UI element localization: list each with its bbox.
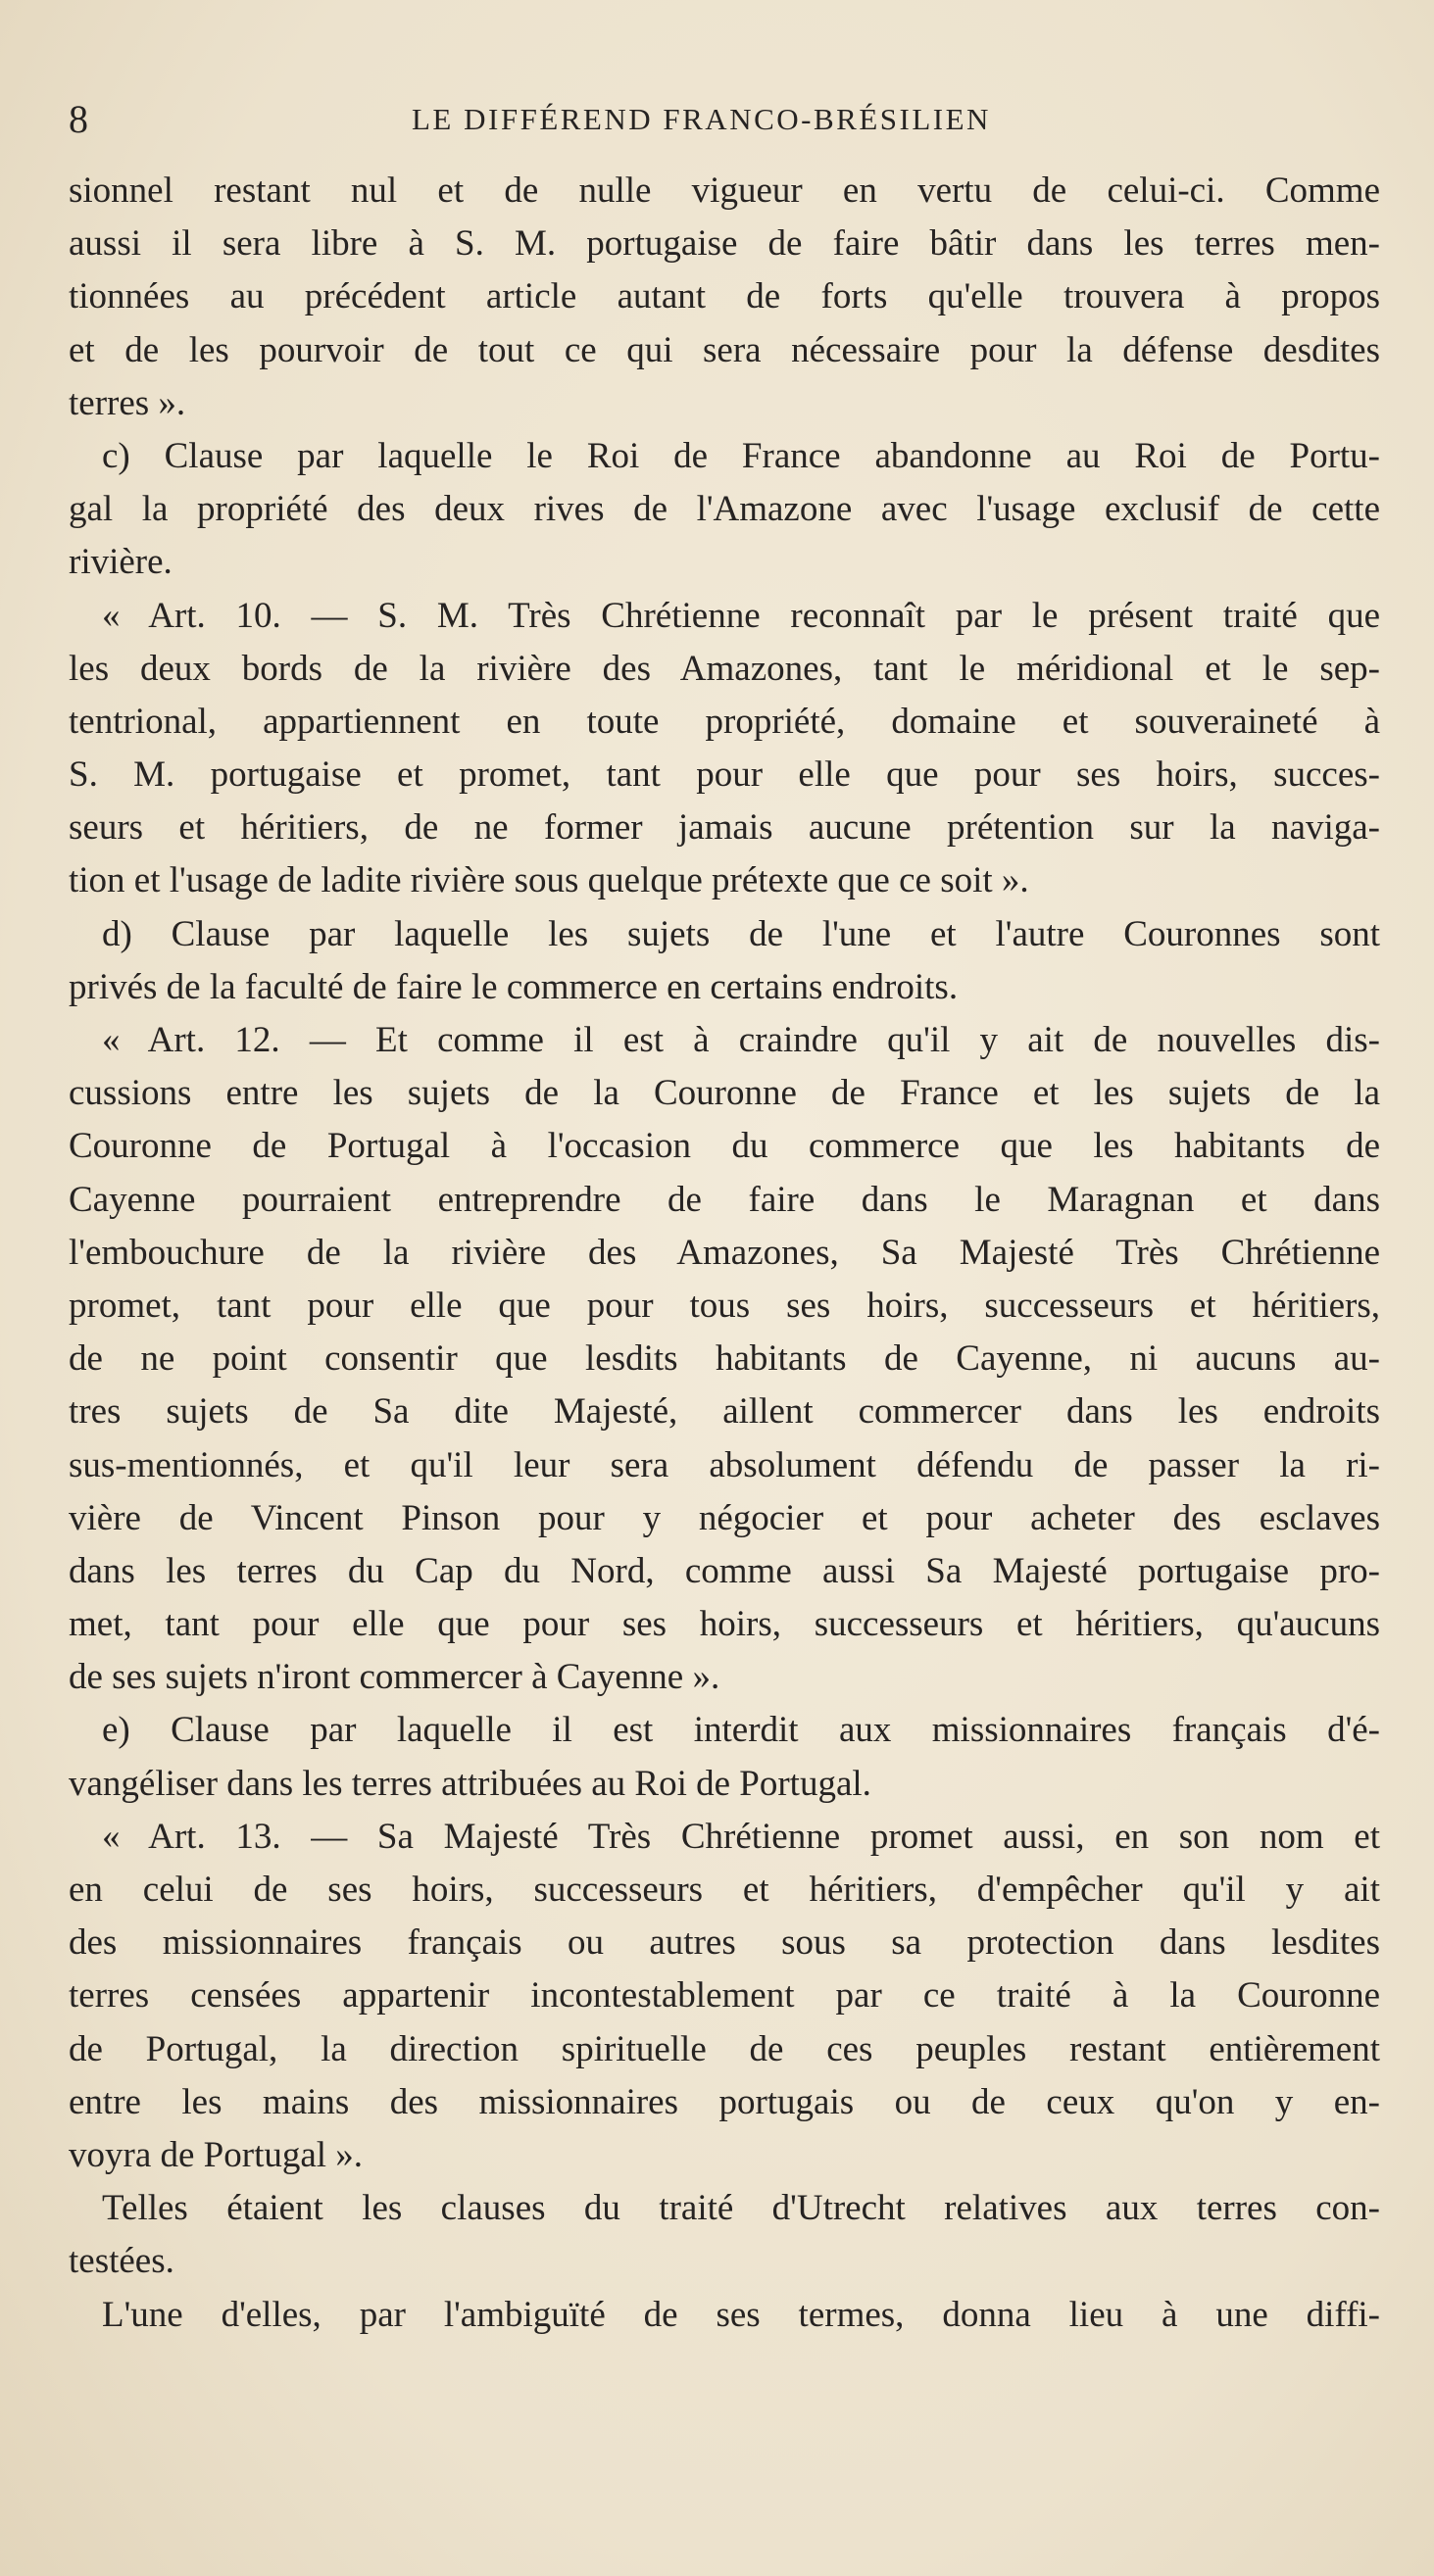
text-line: l'embouchure de la rivière des Amazones, Sa Majesté Très Chrétienne	[69, 1232, 1380, 1273]
running-title: LE DIFFÉREND FRANCO-BRÉSILIEN	[412, 102, 991, 136]
text-line: vière de Vincent Pinson pour y négocier et pour acheter des esclaves	[69, 1497, 1380, 1538]
text-line: de ses sujets n'iront commercer à Cayenne ».	[69, 1657, 720, 1698]
text-line: promet, tant pour elle que pour tous ses hoirs, successeurs et héritiers,	[69, 1285, 1380, 1326]
text-line: de ne point consentir que lesdits habitants de Cayenne, ni aucuns au-	[69, 1338, 1380, 1380]
text-line: c) Clause par laquelle le Roi de France abandonne au Roi de Portu-	[102, 435, 1380, 476]
text-line: rivière.	[69, 542, 173, 583]
text-line: « Art. 10. — S. M. Très Chrétienne reconnaît par le présent traité que	[102, 595, 1380, 636]
page-header	[69, 90, 1382, 149]
text-line: seurs et héritiers, de ne former jamais aucune prétention sur la naviga-	[69, 807, 1380, 849]
text-line: Cayenne pourraient entreprendre de faire dans le Maragnan et dans	[69, 1179, 1380, 1220]
text-line: tentrional, appartiennent en toute propriété, domaine et souveraineté à	[69, 701, 1380, 742]
text-line: des missionnaires français ou autres sous sa protection dans lesdites	[69, 1922, 1380, 1964]
text-line: S. M. portugaise et promet, tant pour elle que pour ses hoirs, succes-	[69, 754, 1380, 796]
text-line: aussi il sera libre à S. M. portugaise de faire bâtir dans les terres men-	[69, 223, 1380, 265]
text-line: sus-mentionnés, et qu'il leur sera absolument défendu de passer la ri-	[69, 1444, 1380, 1485]
page-number: 8	[69, 97, 88, 141]
text-line: tion et l'usage de ladite rivière sous quelque prétexte que ce soit ».	[69, 860, 1029, 901]
text-line: d) Clause par laquelle les sujets de l'une et l'autre Couronnes sont	[102, 913, 1380, 954]
text-line: « Art. 13. — Sa Majesté Très Chrétienne promet aussi, en son nom et	[102, 1816, 1380, 1857]
text-line: « Art. 12. — Et comme il est à craindre qu'il y ait de nouvelles dis-	[102, 1020, 1380, 1060]
text-line: dans les terres du Cap du Nord, comme aussi Sa Majesté portugaise pro-	[69, 1550, 1380, 1591]
text-line: privés de la faculté de faire le commerce en certains endroits.	[69, 966, 959, 1007]
text-line: de Portugal, la direction spirituelle de ces peuples restant entièrement	[69, 2028, 1380, 2069]
text-line: tres sujets de Sa dite Majesté, aillent commercer dans les endroits	[69, 1391, 1380, 1433]
text-line: voyra de Portugal ».	[69, 2134, 364, 2175]
text-line: sionnel restant nul et de nulle vigueur en vertu de celui-ci. Comme	[69, 170, 1380, 211]
text-line: terres ».	[69, 382, 186, 423]
text-line: cussions entre les sujets de la Couronne de France et les sujets de la	[69, 1073, 1380, 1114]
text-line: et de les pourvoir de tout ce qui sera nécessaire pour la défense desdites	[69, 329, 1380, 370]
text-line: testées.	[69, 2241, 174, 2282]
text-line: vangéliser dans les terres attribuées au Roi de Portugal.	[69, 1763, 871, 1804]
text-line: en celui de ses hoirs, successeurs et héritiers, d'empêcher qu'il y ait	[69, 1870, 1380, 1910]
text-line: e) Clause par laquelle il est interdit aux missionnaires français d'é-	[102, 1710, 1380, 1751]
body-text	[69, 165, 1380, 2342]
text-line: Telles étaient les clauses du traité d'Utrecht relatives aux terres con-	[102, 2188, 1380, 2229]
text-line: tionnées au précédent article autant de forts qu'elle trouvera à propos	[69, 276, 1380, 317]
text-line: L'une d'elles, par l'ambiguïté de ses termes, donna lieu à une diffi-	[102, 2294, 1380, 2335]
text-line: gal la propriété des deux rives de l'Amazone avec l'usage exclusif de cette	[69, 489, 1380, 530]
text-line: terres censées appartenir incontestablement par ce traité à la Couronne	[69, 1975, 1380, 2017]
text-line: entre les mains des missionnaires portugais ou de ceux qu'on y en-	[69, 2081, 1380, 2122]
text-line: met, tant pour elle que pour ses hoirs, successeurs et héritiers, qu'aucuns	[69, 1604, 1380, 1645]
text-line: les deux bords de la rivière des Amazones, tant le méridional et le sep-	[69, 648, 1380, 689]
text-line: Couronne de Portugal à l'occasion du commerce que les habitants de	[69, 1126, 1380, 1167]
